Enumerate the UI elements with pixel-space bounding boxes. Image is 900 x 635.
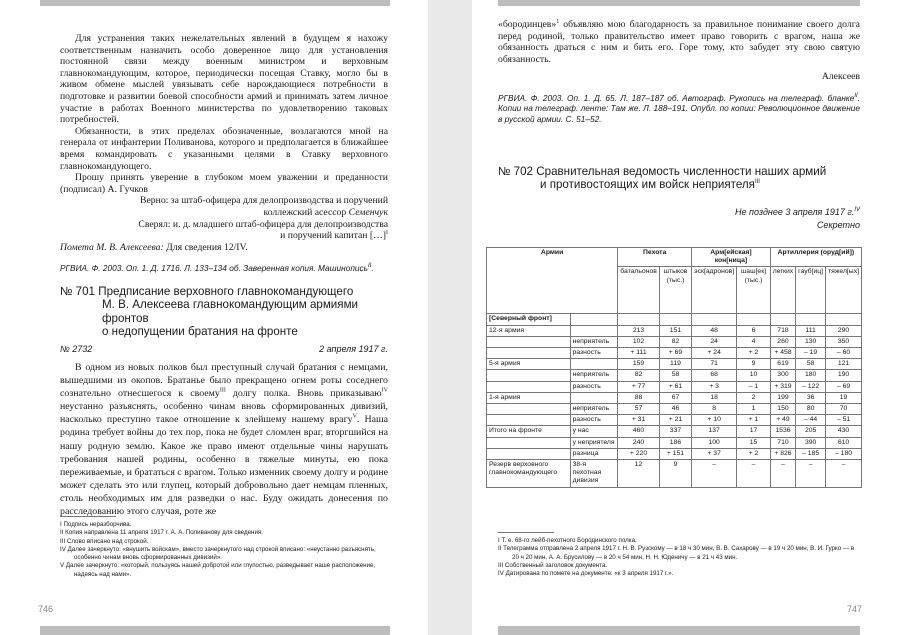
table-row (487, 460, 862, 488)
footnote: I Подпись неразборчива. (60, 521, 132, 528)
row-sublabel: неприятель (570, 336, 618, 347)
header-infantry: Пехота (618, 248, 692, 267)
table-cell: 4 (737, 336, 771, 347)
table-cell: + 61 (659, 381, 691, 392)
table-cell: 1 (737, 404, 771, 415)
document-number: № 702 (498, 165, 534, 178)
table-cell: 46 (659, 404, 691, 415)
table-row (487, 370, 862, 381)
table-cell: 718 (770, 325, 795, 336)
table-cell: 70 (826, 404, 862, 415)
subheader: шаш[ек] (тыс.) (737, 267, 771, 314)
row-sublabel: 38-я пехотная дивизия (570, 460, 618, 488)
table-cell: 111 (796, 325, 826, 336)
table-cell: 15 (737, 437, 771, 448)
table-cell: 17 (737, 426, 771, 437)
document-title: о недопущении братания на фронте (102, 325, 298, 339)
table-cell: + 826 (770, 448, 795, 459)
table-cell: – 122 (796, 381, 826, 392)
table-cell: + 24 (692, 348, 737, 359)
table-cell: – 185 (796, 448, 826, 459)
row-label: 12-я армия (487, 325, 571, 336)
subheader: штыков (тыс.) (659, 267, 691, 314)
verification-line: и поручений капитан […]$^I$ (280, 229, 388, 242)
row-label (487, 370, 571, 381)
table-cell: 260 (770, 336, 795, 347)
table-cell: 460 (618, 426, 660, 437)
table-cell: – 69 (826, 381, 862, 392)
table-cell: – (737, 460, 771, 488)
table-cell: 58 (796, 359, 826, 370)
table-cell: 610 (826, 437, 862, 448)
right-text-column (498, 19, 860, 124)
row-label: 5-я армия (487, 359, 571, 370)
row-sublabel: разница (570, 448, 618, 459)
subheader: батальонов (618, 267, 660, 314)
footnote: I Т. е. 68-го лейб-пехотного Бородинского полка. (498, 537, 637, 544)
table-cell: 58 (659, 370, 691, 381)
table-row (487, 437, 862, 448)
table-cell: 100 (692, 437, 737, 448)
document-title: Предписание верховного главнокомандующего (98, 285, 354, 298)
front-label: [Северный фронт] (487, 314, 571, 325)
table-cell: 36 (796, 392, 826, 403)
table-cell: 151 (659, 325, 691, 336)
page-number: 746 (38, 604, 54, 614)
row-label (487, 404, 571, 415)
row-sublabel (570, 325, 618, 336)
table-cell: 6 (737, 325, 771, 336)
table-cell: 80 (796, 404, 826, 415)
table-cell: 71 (692, 359, 737, 370)
table-row (487, 348, 862, 359)
row-label (487, 415, 571, 426)
document-body (60, 361, 388, 518)
table-cell: 300 (770, 370, 795, 381)
table-cell: + 37 (692, 448, 737, 459)
table-cell: – (826, 460, 862, 488)
table-row (487, 426, 862, 437)
table-cell: 68 (692, 370, 737, 381)
table-cell: 1536 (770, 426, 795, 437)
table-cell: + 10 (692, 415, 737, 426)
table-header-row (487, 248, 862, 267)
table-cell: + 49 (770, 415, 795, 426)
verification-line: Верно: за штаб-офицера для делопроизводства и поручений (140, 195, 388, 207)
table-cell: 290 (826, 325, 862, 336)
table-cell: 19 (826, 392, 862, 403)
annotation-note: Помета М. В. Алексеева: Для сведения 12/IV. (60, 241, 248, 253)
footnote-rule (498, 532, 554, 533)
footnote: II Телеграмма отправлена 2 апреля 1917 г. Н. В. Рузскому — в 18 ч 30 мин, В. В. Сахарову — в 19 ч 20 мин, В. И. Гурко — в 20 ч 20 мин, А. А. Брусилову — в 20 ч 54 мин, Н. Н. Юденичу — в 21 ч 43 мин. (498, 545, 855, 561)
table-cell: – (692, 460, 737, 488)
table-row (487, 392, 862, 403)
table-cell: 186 (659, 437, 691, 448)
table-cell: 199 (770, 392, 795, 403)
table-cell: – (770, 460, 795, 488)
table-cell: + 2 (737, 348, 771, 359)
document-title: и противостоящих им войск неприятеля$^{III}$ (540, 178, 760, 192)
table-cell: 2 (737, 392, 771, 403)
table-row (487, 336, 862, 347)
row-label (487, 348, 571, 359)
table-cell: + 2 (737, 448, 771, 459)
table-cell: 350 (826, 336, 862, 347)
table-cell: 130 (796, 336, 826, 347)
page-number: 747 (846, 604, 862, 614)
footnote: II Копия направлена 11 апреля 1917 г. А. А. Поливанову для сведения. (60, 529, 263, 537)
document-reg-number: № 2732 (60, 344, 93, 354)
row-sublabel: разность (570, 348, 618, 359)
table-cell: + 69 (659, 348, 691, 359)
table-cell: 82 (659, 336, 691, 347)
table-cell: – (796, 460, 826, 488)
table-cell: + 319 (770, 381, 795, 392)
subheader: легких (770, 267, 795, 314)
table-cell: 119 (659, 359, 691, 370)
table-cell: 205 (796, 426, 826, 437)
row-sublabel: разность (570, 415, 618, 426)
table-cell: 24 (692, 336, 737, 347)
table-cell: 10 (737, 370, 771, 381)
table-cell: + 21 (659, 415, 691, 426)
footnote: IV Далее зачеркнуто: «внушить войскам», вместо зачеркнутого над строкой вписано: «неустанно разъяснять, особенно чинам вновь сформированных дивизий». (60, 545, 376, 562)
bottom-band (498, 626, 860, 635)
table-cell: + 220 (618, 448, 660, 459)
footnote: V Далее зачеркнуто: «который, пользуясь нашей добротой или глупостью, разведывает наше расположение, надеясь над нами». (60, 562, 376, 578)
row-sublabel: у неприятеля (570, 437, 618, 448)
table-cell: 57 (618, 404, 660, 415)
table-cell: 18 (692, 392, 737, 403)
table-cell: 121 (826, 359, 862, 370)
row-sublabel (570, 359, 618, 370)
paragraph: «бородинцев»$^1$ объявляю мою благодарность за правильное понимание своего долга перед родиной, только правительство имеет право говорить с врагом, наша же обязанность драться с ним и бить его. Горе тому, кто забудет эту свою святую обязанность. (498, 18, 860, 65)
table-cell: 8 (692, 404, 737, 415)
table-cell: + 3 (692, 381, 737, 392)
table-cell: – 51 (826, 415, 862, 426)
table-cell: + 31 (618, 415, 660, 426)
row-label (487, 448, 571, 459)
comparison-table (486, 247, 862, 488)
document-heading (498, 165, 860, 192)
signature: Алексеев (821, 71, 860, 83)
document-date: 2 апреля 1917 г. (319, 344, 388, 354)
left-text-column (60, 33, 388, 274)
table-cell: – 44 (796, 415, 826, 426)
table-cell: 390 (796, 437, 826, 448)
table-cell: 102 (618, 336, 660, 347)
table-cell: 150 (770, 404, 795, 415)
archive-source: РГВИА. Ф. 2003. Оп. 1. Д. 65. Л. 187–187 об. Автограф. Рукопись на телеграф. бланке$^{II}$. Копии на телеграф. ленте: Там же. Л. 188–191. Опубл. по копии: Революционное движение в русской армии. С. 51–52. (498, 92, 860, 124)
table-cell: 9 (737, 359, 771, 370)
table-row (487, 415, 862, 426)
table-row (487, 381, 862, 392)
header-armies: Армии (487, 248, 618, 314)
table-cell: 159 (618, 359, 660, 370)
secrecy-mark: Секретно (816, 220, 860, 230)
table-cell: + 458 (770, 348, 795, 359)
header-cavalry: Арм[ейская] кон[ница] (692, 248, 771, 267)
bottom-band (40, 626, 390, 635)
row-label: Итого на фронте (487, 426, 571, 437)
footnote-rule (60, 516, 116, 517)
table-cell: 710 (770, 437, 795, 448)
subheader: тяжел[ых] (826, 267, 862, 314)
row-label (487, 381, 571, 392)
table-cell: 88 (618, 392, 660, 403)
table-cell: 67 (659, 392, 691, 403)
table-cell: – 180 (826, 448, 862, 459)
table-cell: 337 (659, 426, 691, 437)
table-row (487, 448, 862, 459)
footnote: IV Датирована по помете на документе: «к 3 апреля 1917 г.». (498, 570, 674, 578)
top-band (40, 0, 390, 6)
document-title: Сравнительная ведомость численности наших армий (536, 165, 827, 178)
row-sublabel: неприятель (570, 404, 618, 415)
table-cell: – 60 (826, 348, 862, 359)
table-row (487, 314, 862, 325)
signatory-name: Семенчук (348, 206, 388, 218)
row-label (487, 336, 571, 347)
archive-source: РГВИА. Ф. 2003. Оп. 1. Д. 1716. Л. 133–134 об. Заверенная копия. Машинопись$^{II}$. (60, 263, 374, 274)
paragraph: Обязанности, в этих пределах обозначенные, возлагаются мной на генерала от инфантерии Поливанова, которого и предполагается в ближайшее время командировать с указанными целями в Ставку верховного главнокомандующего. (60, 125, 388, 172)
document-date: Не позднее 3 апреля 1917 г.$^{IV}$ (735, 207, 860, 217)
table-cell: 190 (826, 370, 862, 381)
paragraph: Для устранения таких нежелательных явлений в будущем я нахожу соответственным назначить особо доверенное лицо для установления постоянной связи между военным министром и верховным главнокомандующим, которое, периодически посещая Ставку, могло бы в живом обмене мыслей увязывать себе нарождающиеся потребности в подготовке и развитии боевой способности армий и принимать затем личное участие в работах Военного министерства по удовлетворению таковых потребностей. (60, 33, 388, 126)
row-sublabel: неприятель (570, 370, 618, 381)
footnote: III Слово вписано над строкой. (60, 537, 149, 545)
row-label (487, 437, 571, 448)
header-artillery: Артиллерия (оруд[ий]) (770, 248, 861, 267)
table-cell: + 111 (618, 348, 660, 359)
table-cell: 12 (618, 460, 660, 488)
right-page (472, 0, 900, 635)
left-page (0, 0, 428, 635)
paragraph: Прошу принять уверение в глубоком моем уважении и преданности (подписал) А. Гучков (60, 172, 388, 195)
document-heading (60, 285, 388, 339)
document-title: М. В. Алексеева главнокомандующим армиями фронтов (102, 298, 359, 325)
table-cell: 619 (770, 359, 795, 370)
table-cell: 9 (659, 460, 691, 488)
paragraph: В одном из новых полков был преступный случай братания с немцами, вышедшими из окопов. Братанье было прекращено огнем роты соседнего сознательно отнесшегося к своему$^{III}$ долгу полка. Вновь приказываю$^{IV}$ неустанно разъяснять, особенно чинам вновь сформированных дивизий, насколько преступно такое отношение к злейшему нашему врагу$^V$. Наша родина требует войны до тех пор, пока не будет сломлен враг, вторгшийся на нашу родную землю. Какое же право имеют отдельные чины нарушать требования нашей родины, особенно в тяжелые минуты, ею пока переживаемые, и брататься с врагом. Только изменник своему долгу и родине может сделать это или глупец, который добровольно дает немцам пленных, столь необходимых им для разведки о нас. Буду ожидать донесения по расследованию этого случая, роте же (60, 362, 388, 518)
document-number: № 701 (60, 285, 96, 298)
table-cell: + 1 (737, 415, 771, 426)
footnote: III Собственный заголовок документа. (498, 561, 608, 569)
row-label: Резерв верховного главнокомандующего (487, 460, 571, 488)
table-row (487, 359, 862, 370)
table-cell: 82 (618, 370, 660, 381)
verification-line: Сверял: и. д. младшего штаб-офицера для делопроизводства (138, 218, 388, 230)
table-cell: – 19 (796, 348, 826, 359)
verification-line: коллежский асессор Семенчук (263, 206, 388, 218)
footnotes (498, 532, 860, 578)
table-cell: – 1 (737, 381, 771, 392)
table-cell: 430 (826, 426, 862, 437)
table-cell: 240 (618, 437, 660, 448)
table-cell: + 77 (618, 381, 660, 392)
row-sublabel: у нас (570, 426, 618, 437)
table-cell: 48 (692, 325, 737, 336)
table-row (487, 404, 862, 415)
subheader: гауб[иц] (796, 267, 826, 314)
footnotes (60, 516, 388, 579)
subheader: эск[адронов] (692, 267, 737, 314)
table-cell: 137 (692, 426, 737, 437)
row-label: 1-я армия (487, 392, 571, 403)
row-sublabel (570, 392, 618, 403)
top-band (498, 0, 860, 6)
document-meta (60, 344, 388, 356)
row-sublabel: разность (570, 381, 618, 392)
table-row (487, 325, 862, 336)
table-cell: 180 (796, 370, 826, 381)
table-cell: 213 (618, 325, 660, 336)
table-cell: + 151 (659, 448, 691, 459)
